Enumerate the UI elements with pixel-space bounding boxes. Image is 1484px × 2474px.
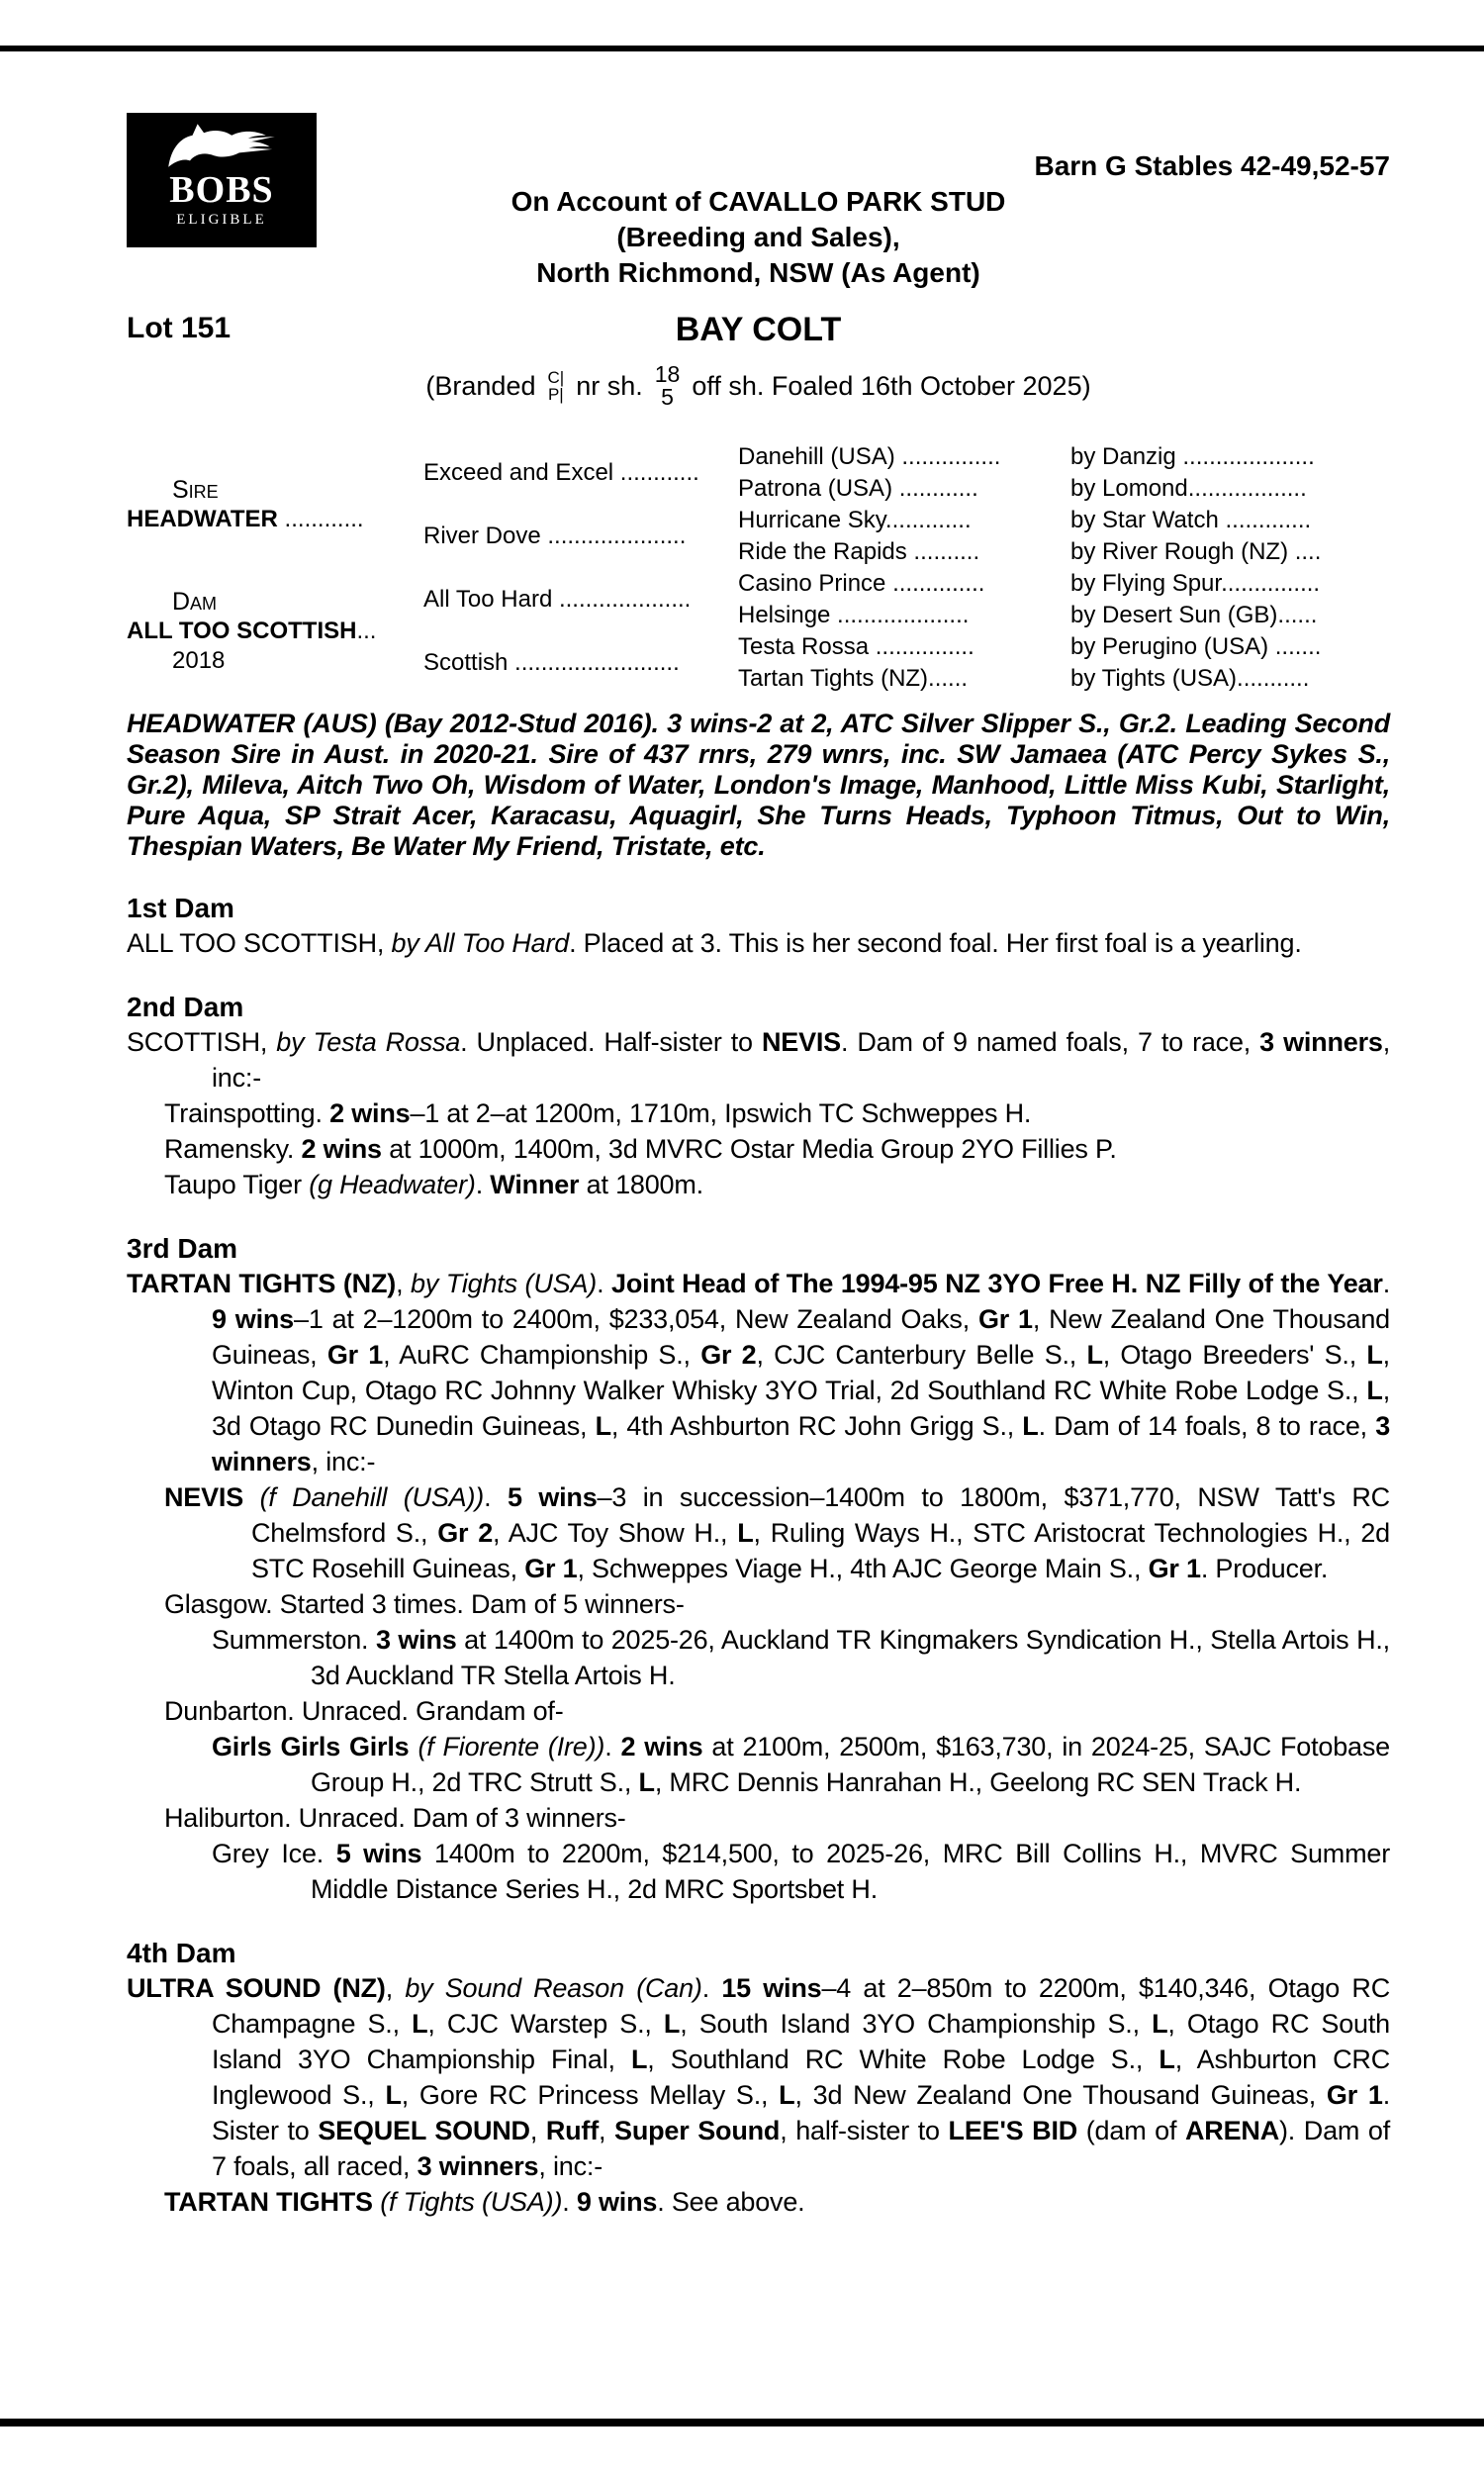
grandparent-name: Danehill (USA) ............... bbox=[738, 443, 1001, 470]
section-heading-2nd-dam: 2nd Dam bbox=[127, 992, 244, 1022]
sire-label: Sire bbox=[172, 476, 219, 504]
vendor-header bbox=[127, 0, 1390, 291]
parent-name: River Dove ..................... bbox=[423, 523, 687, 549]
grandparent-name: Hurricane Sky............. bbox=[738, 507, 972, 533]
grandparent-sire: by Star Watch ............. bbox=[1070, 507, 1312, 533]
foal-entry: Haliburton. Unraced. Dam of 3 winners- bbox=[164, 1803, 626, 1833]
grandparent-name: Ride the Rapids .......... bbox=[738, 538, 980, 565]
grandparent-name: Patrona (USA) ............ bbox=[738, 475, 978, 502]
foal-entry: Dunbarton. Unraced. Grandam of- bbox=[164, 1696, 564, 1726]
pedigree-table bbox=[127, 441, 1390, 695]
grandparent-sire: by Danzig .................... bbox=[1070, 443, 1315, 470]
account-line-3: North Richmond, NSW (As Agent) bbox=[536, 257, 980, 288]
sire-name: HEADWATER ............ bbox=[127, 506, 364, 532]
lot-number: Lot 151 bbox=[127, 312, 232, 344]
branded-mid: nr sh. bbox=[576, 370, 643, 401]
age-brand: 18 5 bbox=[654, 360, 681, 410]
section-heading-1st-dam: 1st Dam bbox=[127, 893, 234, 923]
grandparent-name: Tartan Tights (NZ)...... bbox=[738, 665, 969, 692]
sire-summary: HEADWATER (AUS) (Bay 2012-Stud 2016). 3 wins-2 at 2, ATC Silver Slipper S., Gr.2. Leading Second Season Sire in Aust. in 2020-21. Sire of 437 rnrs, 279 wnrs, inc. SW Jamaea (ATC Percy Sykes S., Gr.2), Mileva, Aitch Two Oh, Wisdom of Water, London's Image, Manhood, Little Miss Kubi, Starlight, Pure Aqua, SP Strait Acer, Karacasu, Aquagirl, She Turns Heads, Typhoon Titmus, Out to Win, Thespian Waters, Be Water My Friend, Tristate, etc. bbox=[127, 709, 1390, 861]
logo-title: BOBS bbox=[169, 169, 274, 211]
dam-name: ALL TOO SCOTTISH... bbox=[127, 618, 377, 644]
brand-line bbox=[127, 354, 1390, 418]
foal-entry: NEVIS (f Danehill (USA)). 5 wins–3 in succession–1400m to 1800m, $371,770, NSW Tatt's RC Chelmsford S., Gr 2, AJC Toy Show H., L, Ruling Ways H., STC Aristocrat Technologies H., 2d STC Rosehill Guineas, Gr 1, Schweppes Viage H., 4th AJC George Main S., Gr 1. Producer. bbox=[164, 1482, 1390, 1583]
grandparent-sire: by Perugino (USA) ....... bbox=[1070, 633, 1322, 660]
foal-entry: TARTAN TIGHTS (f Tights (USA)). 9 wins. See above. bbox=[164, 2187, 805, 2217]
dam-year: 2018 bbox=[172, 647, 226, 674]
foal-entry: Grey Ice. 5 wins 1400m to 2200m, $214,500, to 2025-26, MRC Bill Collins H., MVRC Summer Middle Distance Series H., 2d MRC Sportsbet H. bbox=[212, 1839, 1390, 1904]
parent-name: Exceed and Excel ............ bbox=[423, 459, 699, 486]
foal-entry: Glasgow. Started 3 times. Dam of 5 winners- bbox=[164, 1589, 685, 1619]
grandparent-sire: by Tights (USA)........... bbox=[1070, 665, 1310, 692]
dam-entry: ALL TOO SCOTTISH, by All Too Hard. Placed at 3. This is her second foal. Her first foal is a yearling. bbox=[127, 928, 1302, 958]
dam-label: Dam bbox=[172, 588, 218, 616]
section-heading-4th-dam: 4th Dam bbox=[127, 1938, 236, 1968]
grandparent-sire: by Desert Sun (GB)...... bbox=[1070, 602, 1318, 628]
grandparent-name: Casino Prince .............. bbox=[738, 570, 985, 597]
foal-entry: Trainspotting. 2 wins–1 at 2–at 1200m, 1710m, Ipswich TC Schweppes H. bbox=[164, 1098, 1032, 1128]
parent-name: All Too Hard .................... bbox=[423, 586, 692, 613]
foal-entry: Ramensky. 2 wins at 1000m, 1400m, 3d MVRC Ostar Media Group 2YO Fillies P. bbox=[164, 1134, 1117, 1164]
brand-mark: C| P| bbox=[547, 367, 565, 404]
logo-subtitle: ELIGIBLE bbox=[176, 212, 267, 228]
lot-row bbox=[127, 307, 1390, 352]
section-heading-3rd-dam: 3rd Dam bbox=[127, 1233, 238, 1264]
barn-line: Barn G Stables 42-49,52-57 bbox=[1034, 150, 1390, 181]
dam-entry: TARTAN TIGHTS (NZ), by Tights (USA). Joint Head of The 1994-95 NZ 3YO Free H. NZ Filly of the Year. 9 wins–1 at 2–1200m to 2400m, $233,054, New Zealand Oaks, Gr 1, New Zealand One Thousand Guineas, Gr 1, AuRC Championship S., Gr 2, CJC Canterbury Belle S., L, Otago Breeders' S., L, Winton Cup, Otago RC Johnny Walker Whisky 3YO Trial, 2d Southland RC White Robe Lodge S., L, 3d Otago RC Dunedin Guineas, L, 4th Ashburton RC John Grigg S., L. Dam of 14 foals, 8 to race, 3 winners, inc:- bbox=[127, 1269, 1391, 1476]
branded-prefix: (Branded bbox=[425, 370, 536, 401]
dam-entry: SCOTTISH, by Testa Rossa. Unplaced. Half-sister to NEVIS. Dam of 9 named foals, 7 to race, 3 winners, inc:- bbox=[127, 1027, 1391, 1093]
sire-block bbox=[127, 441, 423, 568]
branded-suffix: off sh. Foaled 16th October 2025) bbox=[692, 370, 1091, 401]
sale-type-title: BAY COLT bbox=[675, 311, 842, 348]
grandparent-name: Helsinge .................... bbox=[738, 602, 970, 628]
foal-entry: Summerston. 3 wins at 1400m to 2025-26, Auckland TR Kingmakers Syndication H., Stella Artois H., 3d Auckland TR Stella Artois H. bbox=[212, 1625, 1390, 1690]
bottom-border-rule bbox=[0, 2419, 1484, 2426]
dam-block bbox=[127, 568, 423, 695]
account-line-1: On Account of CAVALLO PARK STUD bbox=[510, 186, 1006, 217]
grandparent-sire: by Lomond.................. bbox=[1070, 475, 1307, 502]
parent-name: Scottish ......................... bbox=[423, 649, 680, 676]
account-line-2: (Breeding and Sales), bbox=[616, 222, 900, 252]
grandparent-sire: by Flying Spur............... bbox=[1070, 570, 1321, 597]
dam-entry: ULTRA SOUND (NZ), by Sound Reason (Can). 15 wins–4 at 2–850m to 2200m, $140,346, Otago RC Champagne S., L, CJC Warstep S., L, South Island 3YO Championship S., L, Otago RC South Island 3YO Championship Final, L, Southland RC White Robe Lodge S., L, Ashburton CRC Inglewood S., L, Gore RC Princess Mellay S., L, 3d New Zealand One Thousand Guineas, Gr 1. Sister to SEQUEL SOUND, Ruff, Super Sound, half-sister to LEE'S BID (dam of ARENA). Dam of 7 foals, all raced, 3 winners, inc:- bbox=[127, 1973, 1391, 2181]
grandparent-sire: by River Rough (NZ) .... bbox=[1070, 538, 1322, 565]
grandparent-name: Testa Rossa ............... bbox=[738, 633, 974, 660]
foal-entry: Girls Girls Girls (f Fiorente (Ire)). 2 wins at 2100m, 2500m, $163,730, in 2024-25, SAJC Fotobase Group H., 2d TRC Strutt S., L, MRC Dennis Hanrahan H., Geelong RC SEN Track H. bbox=[212, 1732, 1390, 1797]
foal-entry: Taupo Tiger (g Headwater). Winner at 1800m. bbox=[164, 1170, 703, 1199]
